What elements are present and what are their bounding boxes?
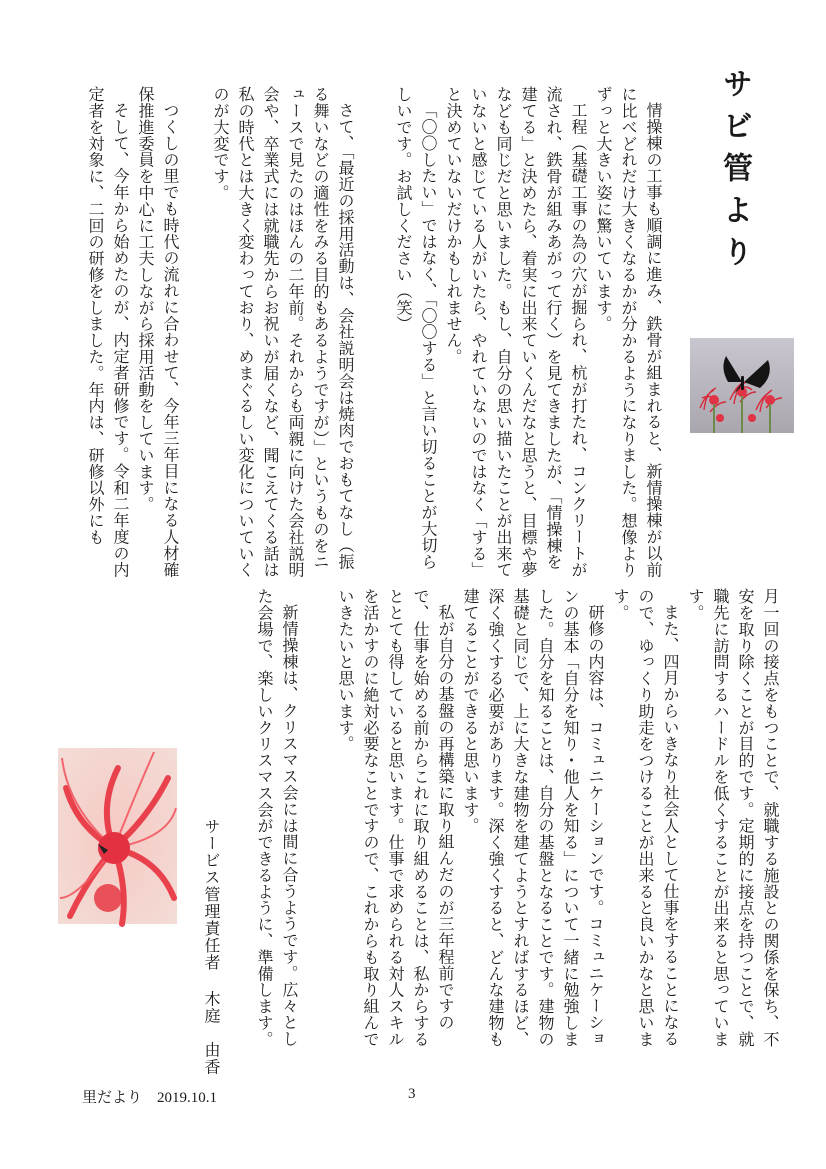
paragraph-foundation-rebuild: 私が自分の基盤の再構築に取り組んだのが三年程前ですので、仕事を始める前からこれに取り組めることは、私からするととても得していると思います。仕事で求められる対人スキルを活かすのに絶対必要なことですので、これからも取り組んでいきたいと思います。 [336,588,455,1048]
signature-name: 木庭 由香 [202,990,221,1076]
red-spider-lily-closeup-image [58,748,177,924]
paragraph-spacer [183,86,208,578]
butterfly-on-spider-lily-image [690,338,794,433]
paragraph-christmas-party: 新情操棟は、クリスマス会には間に合うようです。広々とした会場で、楽しいクリスマス会ができるように、準備します。 [255,588,299,1048]
top-text-block-right [328,86,666,578]
footer-page-number: 3 [408,1086,416,1102]
paragraph-monthly-contact: 月一回の接点をもつことで、就職する施設との関係を保ち、不安を取り除くことが目的です。定期的に接点を持つことで、就職先に訪問するハードルを低くすることが出来ると思っています。 [686,588,780,1048]
page-title: サビ管より [717,68,752,278]
bottom-closing-block [250,588,302,1058]
top-text-block-left [88,86,358,578]
paragraph-recruiting-changes: さて、「最近の採用活動は、会社説明会は焼肉でおもてなし（振る舞いなどの適性をみる目的もあるようですが）」というものをニュースで見たのはほんの二年前。それからも両親に向けた会社説明会や、卒業式には就職先からお祝いが届くなど、聞こえてくる話は私の時代とは大きく変わっており、めまぐるしい変化についていくのが大変です。 [211,86,355,578]
paragraph-construction-progress: 情操棟の工事も順調に進み、鉄骨が組まれると、新情操棟が以前に比べどれだけ大きくなるかが分かるようになりました。想像よりずっと大きい姿に驚いています。 [594,86,663,578]
paragraph-trainee-program: そして、今年から始めたのが、内定者研修です。令和二年度の内定者を対象に、二回の研修をしました。年内は、研修以外にも [86,86,130,578]
paragraph-recruiting-committee: つくしの里でも時代の流れに合わせて、今年三年目になる人材確保推進委員を中心に工夫しながら採用活動をしています。 [136,86,180,578]
footer-newsletter-date: 里だより 2019.10.1 [82,1090,218,1106]
paragraph-gradual-start: また、四月からいきなり社会人として仕事をすることになるので、ゆっくり助走をつけることが出来ると良いかなと思います。 [611,588,680,1048]
signature-role: サービス管理責任者 [202,818,221,971]
butterfly-photo [690,338,794,433]
paragraph-try-it: 「〇〇したい」ではなく、「〇〇する」と言い切ることが大切らしいです。お試しください（笑） [394,86,438,570]
spider-lily-photo [58,748,177,924]
signature [200,818,223,1088]
paragraph-training-content: 研修の内容は、コミュニケーションです。コミュニケーションの基本「自分を知り・他人を知る」について一緒に勉強しました。自分を知ることは、自分の基盤となることです。建物の基礎と同じで、上に大きな建物を建てようとすればするほど、深く強くする必要があります。深く強くすると、どんな建物も建てることができると思います。 [461,588,605,1048]
bottom-text-block [325,588,783,1058]
paragraph-construction-process: 工程（基礎工事の為の穴が掘られ、杭が打たれ、コンクリートが流され、鉄骨が組みあがって行く）を見てきましたが、「情操棟を建てる」と決めたら、着実に出来ていくんだなと思うと、目標や夢なども同じだと思いました。もし、自分の思い描いたことが出来ていないと感じている人がいたら、やれていないのではなく「する」と決めていないだけかもしれません。 [444,86,588,578]
